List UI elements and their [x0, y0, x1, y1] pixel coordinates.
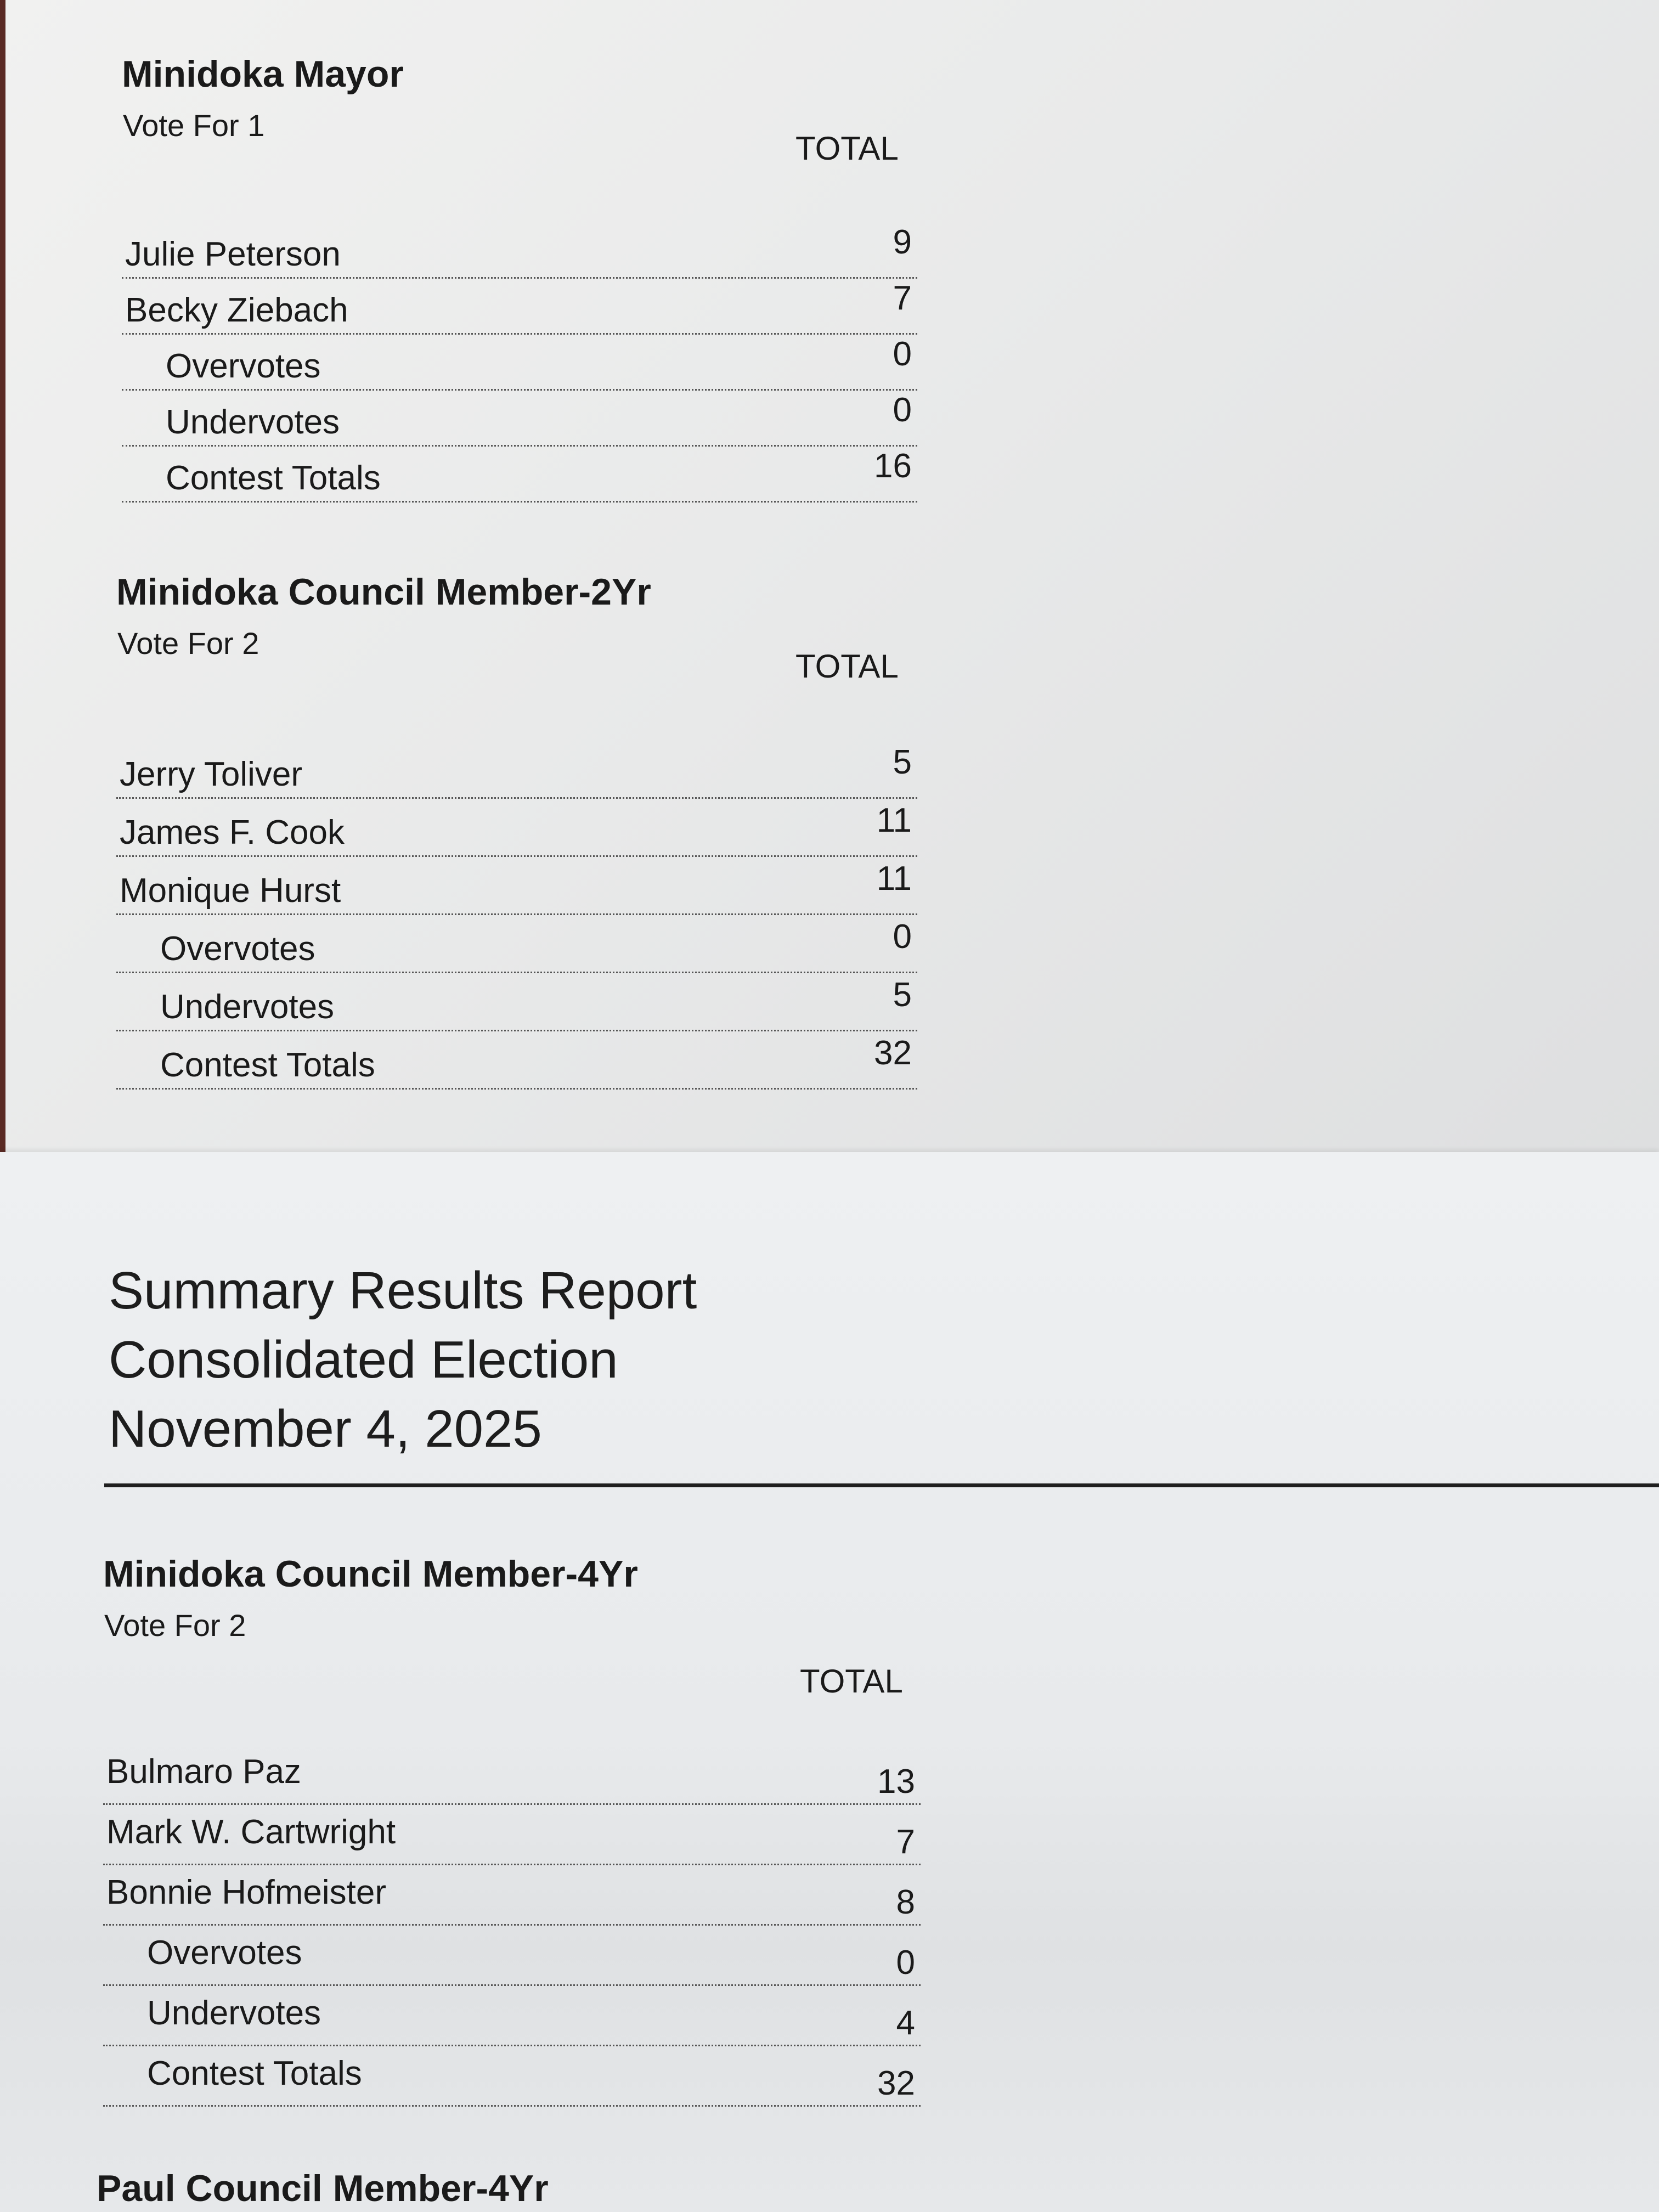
undervotes-label: Undervotes [160, 988, 335, 1026]
table-row [116, 1031, 917, 1090]
table-row [116, 915, 917, 973]
vote-total: 9 [893, 223, 912, 261]
results-table [122, 223, 917, 503]
total-column-header: TOTAL [800, 1663, 903, 1700]
table-row [122, 391, 917, 447]
table-row [122, 447, 917, 503]
undervotes-label: Undervotes [166, 403, 340, 441]
candidate-name: Monique Hurst [120, 872, 341, 910]
vote-for-label: Vote For 2 [104, 1608, 246, 1643]
overvotes-label: Overvotes [147, 1934, 302, 1972]
contest-totals-label: Contest Totals [166, 459, 381, 497]
candidate-name: Mark W. Cartwright [106, 1813, 396, 1851]
vote-total: 7 [893, 279, 912, 317]
table-row [116, 857, 917, 915]
table-row [122, 279, 917, 335]
table-row [116, 799, 917, 857]
table-row [103, 1926, 921, 1986]
header-divider [104, 1483, 1659, 1487]
results-table [103, 1745, 921, 2107]
table-row [103, 2046, 921, 2107]
table-row [103, 1986, 921, 2046]
vote-total: 11 [876, 860, 912, 898]
vote-total: 5 [893, 976, 912, 1014]
table-row [122, 335, 917, 391]
candidate-name: James F. Cook [120, 814, 345, 851]
table-row [103, 1865, 921, 1926]
vote-for-label: Vote For 2 [117, 626, 259, 661]
vote-total: 0 [896, 1944, 915, 1982]
table-row [103, 1805, 921, 1865]
vote-total: 11 [876, 802, 912, 839]
report-header [109, 1256, 697, 1464]
contest-title: Minidoka Council Member-2Yr [116, 571, 651, 613]
vote-total: 5 [893, 743, 912, 781]
vote-total: 0 [893, 391, 912, 429]
vote-total: 0 [893, 335, 912, 373]
candidate-name: Jerry Toliver [120, 755, 303, 793]
vote-total: 16 [874, 447, 912, 485]
election-name: Consolidated Election [109, 1330, 618, 1389]
election-date: November 4, 2025 [109, 1400, 542, 1458]
undervotes-label: Undervotes [147, 1994, 321, 2032]
vote-total: 4 [896, 2004, 915, 2042]
overvotes-label: Overvotes [166, 347, 321, 385]
total-column-header: TOTAL [795, 130, 899, 167]
contest-title: Paul Council Member-4Yr [97, 2168, 549, 2209]
contest-totals-label: Contest Totals [147, 2055, 362, 2092]
vote-total: 32 [877, 2064, 915, 2102]
candidate-name: Bonnie Hofmeister [106, 1874, 387, 1911]
total-column-header: TOTAL [795, 648, 899, 685]
overvotes-label: Overvotes [160, 930, 315, 968]
report-title: Summary Results Report [109, 1261, 697, 1320]
contest-totals-label: Contest Totals [160, 1046, 375, 1084]
vote-total: 8 [896, 1883, 915, 1921]
contest-title: Minidoka Mayor [122, 53, 404, 95]
table-row [116, 741, 917, 799]
table-row [116, 973, 917, 1031]
vote-total: 13 [877, 1763, 915, 1801]
vote-total: 0 [893, 918, 912, 956]
vote-for-label: Vote For 1 [123, 108, 265, 143]
contest-title: Minidoka Council Member-4Yr [103, 1553, 638, 1595]
candidate-name: Julie Peterson [125, 235, 341, 273]
results-table [116, 741, 917, 1090]
candidate-name: Bulmaro Paz [106, 1753, 301, 1791]
table-row [103, 1745, 921, 1805]
vote-total: 7 [896, 1823, 915, 1861]
candidate-name: Becky Ziebach [125, 291, 348, 329]
table-row [122, 223, 917, 279]
vote-total: 32 [874, 1034, 912, 1072]
